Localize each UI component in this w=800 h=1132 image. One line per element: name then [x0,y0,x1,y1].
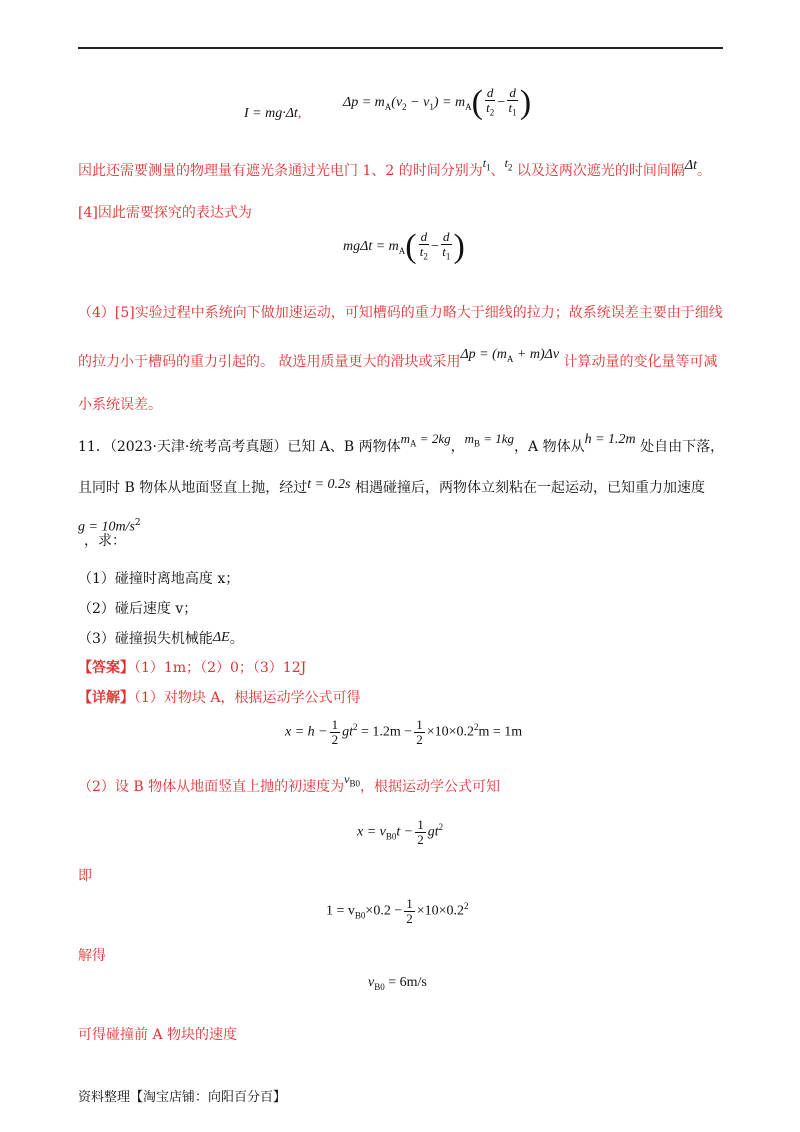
eq-expression: $mg\Delta t = m_A$( $\frac{d}{t_2}$ − $\frac{d}{t_1}$ ) [343,228,465,265]
label-ji: 即 [78,868,92,884]
eq-height: x = h − $\frac{1}{2}$ $gt^2 = 1.2m$ − $\frac{1}{2}$ $\times 10\times 0.2^2m = 1m$ [285,717,523,747]
question-11-line2: 且同时 B 物体从地面竖直上抛，经过t = 0.2s 相遇碰撞后，两物体立刻粘在一起运动，已知重力加速度 [78,477,705,496]
eq-substitution: $1 = v_{B0}\times 0.2$ − $\frac{1}{2}$ $\times 10\times 0.2^2$ [326,896,469,926]
para-expression-intro: [4]因此需要探究的表达式为 [78,205,252,221]
footer-source: 资料整理【淘宝店铺：向阳百分百】 [78,1090,287,1105]
eq-initial-velocity-result: $v_{B0} = 6m/s$ [368,975,427,992]
para-a-velocity: 可得碰撞前 A 物块的速度 [78,1027,238,1043]
sub-question-2: （2）碰后速度 v； [78,601,198,617]
para-initial-velocity: （2）设 B 物体从地面竖直上抛的初速度为$v_{B0}$，根据运动学公式可知 [78,772,500,795]
para-error-analysis-3: 小系统误差。 [78,397,162,413]
header-rule [78,47,723,49]
answer-line: 【答案】（1）1m；（2）0；（3）12J [78,660,307,676]
detail-line: 【详解】（1）对物块 A，根据运动学公式可得 [78,690,361,706]
eq-impulse: I = mg·Δt, [244,106,302,121]
question-11-ask: ，求： [84,533,126,549]
label-jiede: 解得 [78,948,106,964]
para-measure-quantities: 因此还需要测量的物理量有遮光条通过光电门 1、2 的时间分别为$t_1$、$t_2$ 以及这两次遮光的时间间隔Δt。 [78,156,711,179]
sub-question-1: （1）碰撞时离地高度 x； [78,571,240,587]
eq-position-b: $x = v_{B0}t$ − $\frac{1}{2}$ $gt^2$ [357,817,444,847]
para-error-analysis-1: （4）[5]实验过程中系统向下做加速运动，可知槽码的重力略大于细线的拉力；故系统误差主要由于细线 [78,305,723,321]
eq-momentum-change: $\Delta p = m_A(v_2 - v_1) = m_A$( $\frac{d}{t_2}$ − $\frac{d}{t_1}$ ) [343,84,532,121]
question-11-gravity: $g = 10m/s^2$ [78,518,141,535]
sub-question-3: （3）碰撞损失机械能ΔE。 [78,630,244,647]
question-11-line1: 11．（2023·天津·统考高考真题）已知 A、B 两物体$m_A = 2kg$，$m_B = 1kg$，A 物体从h = 1.2m 处自由下落， [78,431,725,455]
para-error-analysis-2: 的拉力小于槽码的重力引起的。 故选用质量更大的滑块或采用$\Delta p = (m_A + m)\Delta v$ 计算动量的变化量等可减 [78,347,718,370]
